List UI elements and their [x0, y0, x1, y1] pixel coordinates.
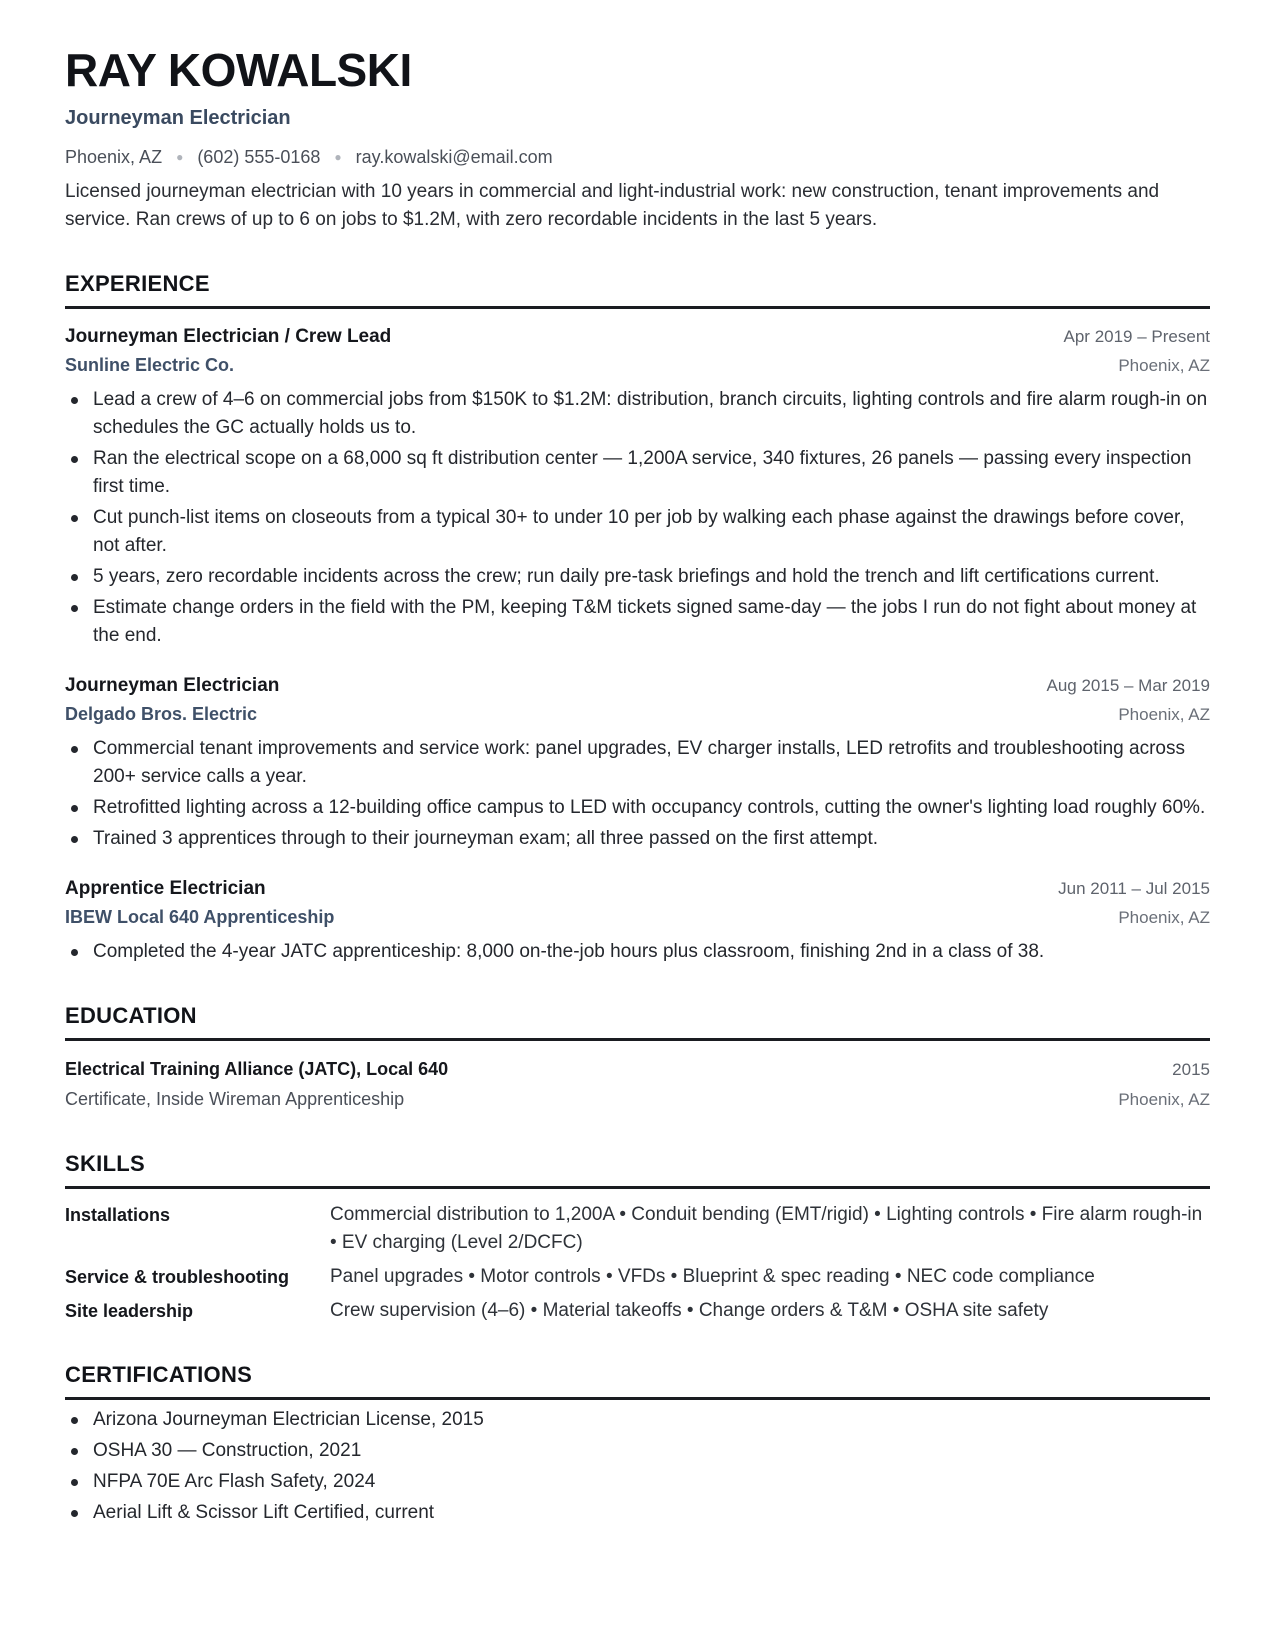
skill-category: Installations	[65, 1205, 171, 1225]
contact-location: Phoenix, AZ	[65, 147, 163, 167]
list-item: Commercial tenant improvements and service work: panel upgrades, EV charger installs, LED retrofits and troubleshooting across 200+ service calls a year.	[65, 735, 1210, 791]
certification-list	[65, 1406, 1210, 1527]
section-title-skills: SKILLS	[65, 1148, 1210, 1189]
job-company: Delgado Bros. Electric	[65, 704, 258, 724]
skill-row	[65, 1201, 1210, 1257]
job-title: Journeyman Electrician / Crew Lead	[65, 326, 392, 347]
skill-row	[65, 1297, 1210, 1325]
list-item: OSHA 30 — Construction, 2021	[65, 1437, 1210, 1465]
job-dates: Jun 2011 – Jul 2015	[1058, 879, 1210, 898]
resume-header	[65, 40, 1210, 234]
candidate-role: Journeyman Electrician	[65, 107, 291, 129]
job-company: Sunline Electric Co.	[65, 355, 235, 375]
education-year: 2015	[1172, 1060, 1210, 1079]
job-bullets	[65, 735, 1210, 853]
job-dates: Apr 2019 – Present	[1063, 327, 1210, 346]
job-location: Phoenix, AZ	[1118, 356, 1210, 375]
experience-section	[65, 268, 1210, 966]
job-title: Apprentice Electrician	[65, 878, 266, 899]
education-section	[65, 1000, 1210, 1114]
contact-line	[65, 144, 1210, 170]
skill-category: Service & troubleshooting	[65, 1267, 290, 1287]
job-entry	[65, 875, 1210, 966]
skill-values: Panel upgrades • Motor controls • VFDs • Blueprint & spec reading • NEC code compliance	[330, 1266, 1095, 1287]
list-item: Arizona Journeyman Electrician License, 2015	[65, 1406, 1210, 1434]
job-bullets	[65, 386, 1210, 650]
job-dates: Aug 2015 – Mar 2019	[1046, 676, 1210, 695]
section-title-certifications: CERTIFICATIONS	[65, 1359, 1210, 1400]
job-title: Journeyman Electrician	[65, 675, 280, 696]
skill-values: Commercial distribution to 1,200A • Conduit bending (EMT/rigid) • Lighting controls • Fire alarm rough-in • EV charging (Level 2/DCFC)	[330, 1204, 1203, 1253]
list-item: NFPA 70E Arc Flash Safety, 2024	[65, 1468, 1210, 1496]
job-location: Phoenix, AZ	[1118, 908, 1210, 927]
list-item: Ran the electrical scope on a 68,000 sq ft distribution center — 1,200A service, 340 fixtures, 26 panels — passing every inspection first time.	[65, 445, 1210, 501]
contact-email: ray.kowalski@email.com	[355, 147, 553, 167]
list-item: Cut punch-list items on closeouts from a typical 30+ to under 10 per job by walking each phase against the drawings before cover, not after.	[65, 504, 1210, 560]
skills-section	[65, 1148, 1210, 1325]
list-item: Aerial Lift & Scissor Lift Certified, current	[65, 1499, 1210, 1527]
certifications-section	[65, 1359, 1210, 1527]
job-location: Phoenix, AZ	[1118, 705, 1210, 724]
list-item: Estimate change orders in the field with the PM, keeping T&M tickets signed same-day — the jobs I run do not fight about money at the end.	[65, 594, 1210, 650]
separator-dot: ●	[334, 150, 342, 164]
candidate-name: RAY KOWALSKI	[65, 44, 412, 96]
list-item: Trained 3 apprentices through to their journeyman exam; all three passed on the first attempt.	[65, 825, 1210, 853]
job-entry	[65, 672, 1210, 853]
list-item: Retrofitted lighting across a 12-building office campus to LED with occupancy controls, cutting the owner's lighting load roughly 60%.	[65, 794, 1210, 822]
job-company: IBEW Local 640 Apprenticeship	[65, 907, 335, 927]
section-title-education: EDUCATION	[65, 1000, 1210, 1041]
job-entry	[65, 323, 1210, 650]
education-location: Phoenix, AZ	[1118, 1090, 1210, 1109]
skill-values: Crew supervision (4–6) • Material takeoffs • Change orders & T&M • OSHA site safety	[330, 1300, 1049, 1321]
job-bullets	[65, 938, 1210, 966]
summary: Licensed journeyman electrician with 10 years in commercial and light-industrial work: new construction, tenant improvements and service. Ran crews of up to 6 on jobs to $1.2M, with zero recordable incidents in the last 5 years.	[65, 181, 1160, 230]
section-title-experience: EXPERIENCE	[65, 268, 1210, 309]
list-item: 5 years, zero recordable incidents across the crew; run daily pre-task briefings and hold the trench and lift certifications current.	[65, 563, 1210, 591]
separator-dot: ●	[176, 150, 184, 164]
skill-row	[65, 1263, 1210, 1291]
list-item: Completed the 4-year JATC apprenticeship: 8,000 on-the-job hours plus classroom, finishing 2nd in a class of 38.	[65, 938, 1210, 966]
contact-phone: (602) 555-0168	[197, 147, 321, 167]
education-degree: Certificate, Inside Wireman Apprenticeship	[65, 1089, 405, 1109]
skill-category: Site leadership	[65, 1301, 194, 1321]
education-school: Electrical Training Alliance (JATC), Local 640	[65, 1059, 449, 1079]
list-item: Lead a crew of 4–6 on commercial jobs from $150K to $1.2M: distribution, branch circuits, lighting controls and fire alarm rough-in on schedules the GC actually holds us to.	[65, 386, 1210, 442]
